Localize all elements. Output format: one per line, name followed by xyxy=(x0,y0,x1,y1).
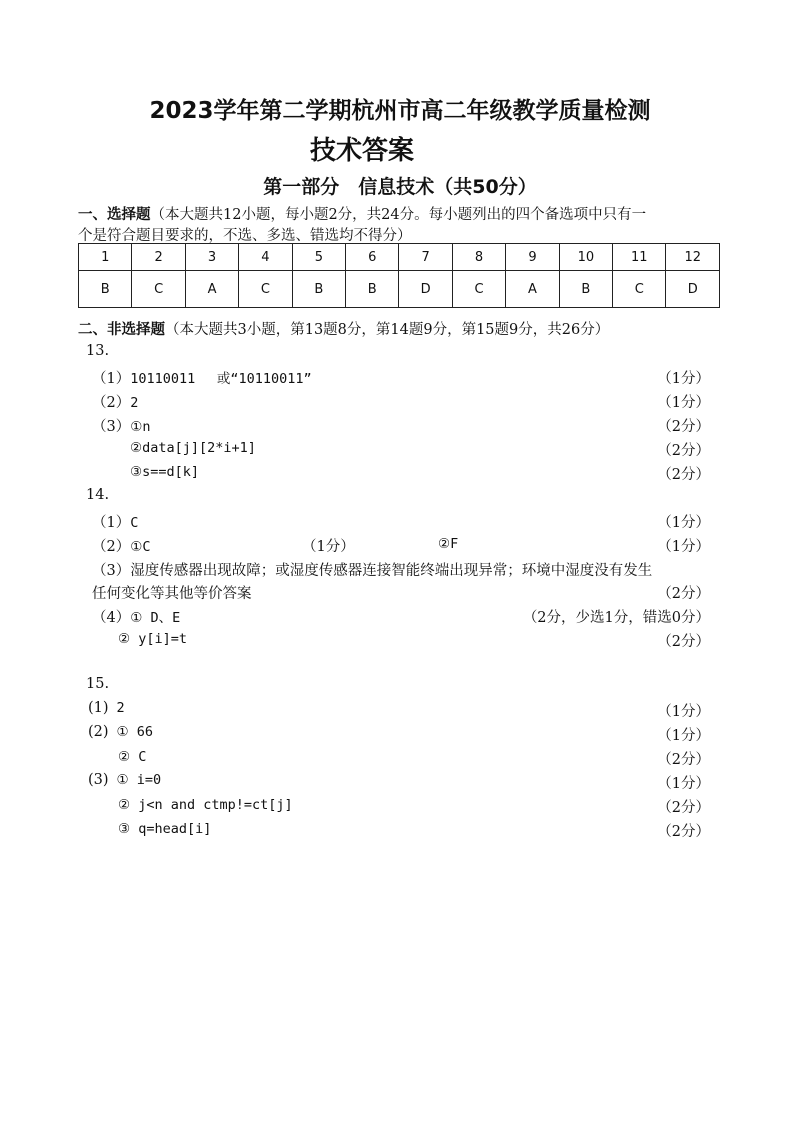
exam-title: 2023学年第二学期杭州市高二年级教学质量检测 xyxy=(149,98,651,124)
section1-intro xyxy=(78,203,646,224)
q15-a2-2: ② C xyxy=(118,749,147,765)
q14-a1-text: C xyxy=(130,515,139,531)
question-number-cell: 6 xyxy=(346,244,399,271)
q14-a2-2: ②F xyxy=(438,536,459,552)
answer-cell: C xyxy=(132,271,185,308)
answer-cell: A xyxy=(506,271,559,308)
q14-a1-score: （1分） xyxy=(657,515,710,531)
section2-heading: 二、非选择题 xyxy=(78,322,165,338)
q14-a3-line2: 任何变化等其他等价答案 xyxy=(92,586,252,602)
q14-a2-1: ①C xyxy=(130,539,151,555)
q15-a2-2-score: （2分） xyxy=(657,752,710,768)
answer-cell: A xyxy=(185,271,238,308)
question-number-cell: 5 xyxy=(292,244,345,271)
answer-cell: D xyxy=(399,271,452,308)
q14-a2-2-score: （1分） xyxy=(657,539,710,555)
q13-number: 13. xyxy=(86,343,110,359)
q15-a3-label: (3) xyxy=(88,772,109,788)
question-number-cell: 2 xyxy=(132,244,185,271)
q13-a2-score: （1分） xyxy=(657,395,710,411)
q13-a1-text: 10110011 或“10110011” xyxy=(130,371,312,387)
q13-a3 xyxy=(92,415,150,436)
q14-a4-2-score: （2分） xyxy=(657,634,710,650)
q14-a3-line1: （3）湿度传感器出现故障；或湿度传感器连接智能终端出现异常；环境中湿度没有发生 xyxy=(92,563,653,579)
q13-a3-1-score: （2分） xyxy=(657,419,710,435)
question-number-cell: 12 xyxy=(666,244,720,271)
q15-a3-1-score: （1分） xyxy=(657,776,710,792)
q14-a4-1: ① D、E xyxy=(130,610,181,626)
question-number-cell: 7 xyxy=(399,244,452,271)
answer-table-number-row xyxy=(79,244,720,271)
question-number-cell: 11 xyxy=(613,244,666,271)
question-number-cell: 4 xyxy=(239,244,292,271)
q13-a2-text: 2 xyxy=(130,395,139,411)
q13-a1-label: （1） xyxy=(92,371,131,387)
question-number-cell: 3 xyxy=(185,244,238,271)
q13-a2 xyxy=(92,391,138,412)
q15-a3-3: ③ q=head[i] xyxy=(118,821,212,837)
q14-number: 14. xyxy=(86,487,110,503)
q13-a3-label: （3） xyxy=(92,419,131,435)
q15-a2-1: ① 66 xyxy=(116,724,154,740)
q15-a3-2: ② j<n and ctmp!=ct[j] xyxy=(118,797,293,813)
section1-heading: 一、选择题 xyxy=(78,207,151,223)
q15-a3-3-score: （2分） xyxy=(657,824,710,840)
q13-a2-label: （2） xyxy=(92,395,131,411)
q14-a1 xyxy=(92,511,138,532)
q15-a1-score: （1分） xyxy=(657,704,710,720)
q14-a4-1-score: （2分，少选1分，错选0分） xyxy=(522,610,710,626)
q13-a3-2-score: （2分） xyxy=(657,443,710,459)
q14-a4 xyxy=(92,606,180,627)
answer-cell: B xyxy=(559,271,612,308)
q15-a1-text: 2 xyxy=(116,700,125,716)
answer-cell: C xyxy=(239,271,292,308)
q13-a3-3: ③s==d[k] xyxy=(130,464,199,480)
answer-subtitle: 技术答案 xyxy=(310,136,415,166)
q15-a3 xyxy=(88,772,161,788)
q15-a2-label: (2) xyxy=(88,724,109,740)
answer-cell: B xyxy=(79,271,132,308)
question-number-cell: 9 xyxy=(506,244,559,271)
answer-cell: C xyxy=(452,271,505,308)
answer-cell: D xyxy=(666,271,720,308)
section2-desc: （本大题共3小题，第13题8分，第14题9分，第15题9分，共26分） xyxy=(165,322,610,338)
section1-desc-line2: 个是符合题目要求的，不选、多选、错选均不得分） xyxy=(78,228,412,244)
q14-a2-1-score: （1分） xyxy=(302,539,355,555)
q15-a2 xyxy=(88,724,153,740)
section1-desc-line1: （本大题共12小题，每小题2分，共24分。每小题列出的四个备选项中只有一 xyxy=(150,207,647,223)
q15-a1 xyxy=(88,700,125,716)
q14-a4-2: ② y[i]=t xyxy=(118,631,187,647)
part-heading: 第一部分 信息技术（共50分） xyxy=(263,176,537,198)
q15-number: 15. xyxy=(86,676,110,692)
q14-a2-label: （2） xyxy=(92,539,131,555)
section2-intro xyxy=(78,318,609,339)
q13-a1-score: （1分） xyxy=(657,371,710,387)
answer-cell: B xyxy=(292,271,345,308)
q14-a1-label: （1） xyxy=(92,515,131,531)
q13-a3-1: ①n xyxy=(130,419,151,435)
q13-a3-3-score: （2分） xyxy=(657,467,710,483)
answer-cell: C xyxy=(613,271,666,308)
q15-a1-label: (1) xyxy=(88,700,109,716)
answer-table-answer-row xyxy=(79,271,720,308)
answer-cell: B xyxy=(346,271,399,308)
q14-a2 xyxy=(92,535,150,556)
q14-a4-label: （4） xyxy=(92,610,131,626)
question-number-cell: 1 xyxy=(79,244,132,271)
q15-a3-1: ① i=0 xyxy=(116,772,162,788)
question-number-cell: 8 xyxy=(452,244,505,271)
q15-a3-2-score: （2分） xyxy=(657,800,710,816)
q13-a1 xyxy=(92,367,312,388)
q14-a3-score: （2分） xyxy=(657,586,710,602)
question-number-cell: 10 xyxy=(559,244,612,271)
answer-table xyxy=(78,243,720,308)
q13-a3-2: ②data[j][2*i+1] xyxy=(130,440,256,456)
q15-a2-1-score: （1分） xyxy=(657,728,710,744)
